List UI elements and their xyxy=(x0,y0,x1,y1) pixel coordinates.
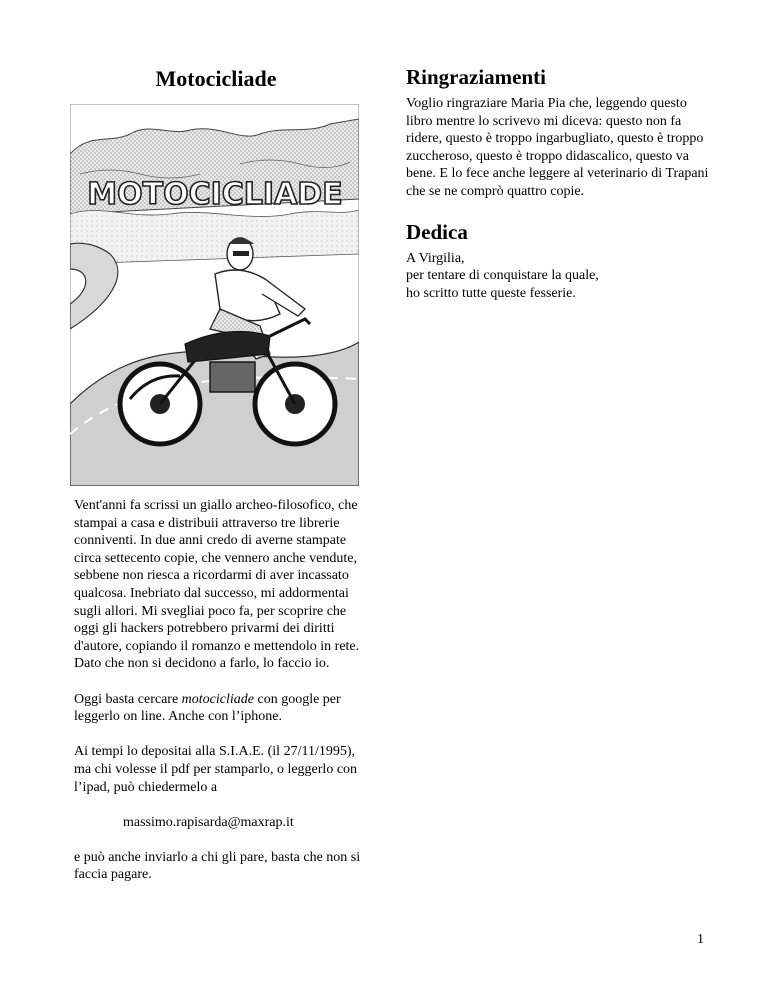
ringraziamenti-text: Voglio ringraziare Maria Pia che, leggendo questo libro mentre lo scrivevo mi diceva: questo non fa ridere, questo è troppo ingarbugliato, questo è troppo zuccheroso, questo è troppo didascalico, questo va bene. E lo fece anche leggere al veterinario di Trapani che se ne comprò quattro copie. xyxy=(406,96,709,200)
paragraph-intro: Vent'anni fa scrissi un giallo archeo-filosofico, che stampai a casa e distribuii attraverso tre librerie conniventi. In due anni credo di averne stampate circa settecento copie, che vennero anche vendute, sebbene non riesca a ricordarmi di aver incassato qualcosa. Inebriato dal successo, mi addormentai sugli allori. Mi svegliai poco fa, per scoprire che oggi gli hackers potrebbero privarmi dei diritti d'autore, copiando il romanzo e mettendolo in rete. Dato che non si decidono a farlo, lo faccio io. xyxy=(74,498,360,672)
left-body-text xyxy=(74,497,374,902)
paragraph-google xyxy=(74,691,374,726)
italic-title: motocicliade xyxy=(181,691,254,707)
dedica-heading: Dedica xyxy=(406,219,468,244)
dedica-text xyxy=(406,250,710,303)
right-column xyxy=(406,66,710,303)
cover-illustration xyxy=(70,104,359,486)
book-title: Motocicliade xyxy=(155,66,277,91)
paragraph-closing: e può anche inviarlo a chi gli pare, basta che non si faccia pagare. xyxy=(74,849,361,883)
paragraph-google-end: con google per leggerlo on line. Anche con l’iphone. xyxy=(74,691,341,725)
paragraph-siae: Ai tempi lo depositai alla S.I.A.E. (il 27/11/1995), ma chi volesse il pdf per stamparlo, o leggerlo con l’ipad, può chiedermelo a xyxy=(74,744,358,795)
email-address[interactable]: massimo.rapisarda@maxrap.it xyxy=(123,814,294,830)
dedica-line-3: ho scritto tutte queste fesserie. xyxy=(406,285,576,301)
ringraziamenti-heading: Ringraziamenti xyxy=(406,65,546,89)
dedica-line-2: per tentare di conquistare la quale, xyxy=(406,268,599,284)
cover-logo xyxy=(87,177,342,212)
cover-logo-text: MOTOCICLIADE xyxy=(87,177,343,212)
dedica-line-1: A Virgilia, xyxy=(406,250,465,266)
page-number: 1 xyxy=(697,932,704,947)
paragraph-google-start: Oggi basta cercare xyxy=(74,691,182,707)
